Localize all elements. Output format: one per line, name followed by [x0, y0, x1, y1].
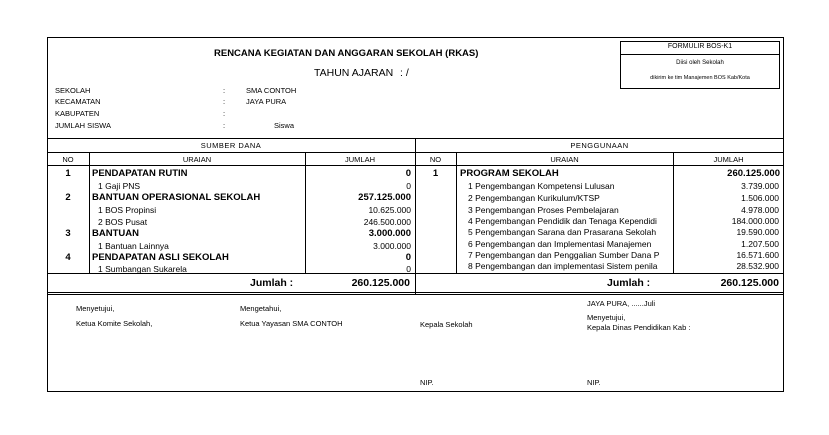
table-row-no: 2 [65, 192, 71, 203]
sumber-dana-heading: SUMBER DANA [200, 141, 262, 150]
table-row-jumlah: 10.625.000 [368, 205, 411, 215]
penggunaan-no-divider [456, 152, 457, 273]
table-row-jumlah: 184.000.000 [731, 216, 779, 226]
document-title: RENCANA KEGIATAN DAN ANGGARAN SEKOLAH (RKAS) [214, 48, 479, 59]
sumber-no-divider [89, 152, 90, 273]
sumber-total-value: 260.125.000 [351, 277, 410, 289]
info-colon: : [223, 109, 226, 118]
table-row-uraian: 1 Pengembangan Kompetensi Lulusan [468, 181, 615, 191]
nip-kepala-dinas: NIP. [587, 378, 601, 387]
table-row-jumlah: 257.125.000 [358, 192, 411, 203]
table-row-jumlah: 16.571.600 [736, 250, 779, 260]
formulir-divider [620, 54, 780, 55]
formulir-note-1: Diisi oleh Sekolah [676, 60, 724, 66]
table-row-jumlah: 0 [406, 181, 411, 191]
table-row-uraian: PENDAPATAN RUTIN [92, 168, 188, 179]
table-row-uraian: 2 BOS Pusat [98, 217, 148, 227]
table-row-uraian: 5 Pengembangan Sarana dan Prasarana Sekolah [468, 227, 657, 237]
place-date: JAYA PURA, ......Juli [587, 299, 656, 308]
table-row-uraian: 3 Pengembangan Proses Pembelajaran [468, 205, 619, 215]
table-row-uraian: 2 Pengembangan Kurikulum/KTSP [468, 193, 600, 203]
table-row-uraian: 4 Pengembangan Pendidik dan Tenaga Kependidi [468, 216, 657, 226]
table-row-jumlah: 1.506.000 [741, 193, 779, 203]
ketua-komite-title: Ketua Komite Sekolah, [76, 319, 153, 328]
table-row-jumlah: 19.590.000 [736, 227, 779, 237]
tahun-ajaran-value: : / [400, 67, 409, 79]
ketua-yayasan-title: Ketua Yayasan SMA CONTOH [240, 319, 343, 328]
table-row-uraian: 1 Sumbangan Sukarela [98, 264, 187, 274]
table-row-jumlah: 0 [405, 252, 411, 263]
table-row-jumlah: 1.207.500 [741, 239, 779, 249]
table-row-uraian: PROGRAM SEKOLAH [460, 168, 559, 179]
kepala-dinas-title: Kepala Dinas Pendidikan Kab : [587, 323, 691, 332]
table-row-uraian: 1 BOS Propinsi [98, 205, 157, 215]
sumber-col-no: NO [62, 155, 74, 164]
info-value-jumlah-siswa: Siswa [274, 121, 295, 130]
table-row-jumlah: 3.739.000 [741, 181, 779, 191]
table-row-uraian: 1 Gaji PNS [98, 181, 141, 191]
table-row-uraian: BANTUAN OPERASIONAL SEKOLAH [92, 192, 261, 203]
mengetahui-label: Mengetahui, [240, 304, 282, 313]
table-row-no: 4 [65, 252, 71, 263]
penggunaan-col-uraian: URAIAN [550, 155, 579, 164]
penggunaan-col-no: NO [429, 155, 442, 164]
info-label-kecamatan: KECAMATAN [55, 97, 101, 106]
formulir-note-2: dikirim ke tim Manajemen BOS Kab/Kota [650, 75, 750, 81]
kepala-sekolah-title: Kepala Sekolah [420, 320, 473, 329]
menyetujui-komite: Menyetujui, [76, 304, 115, 313]
table-row-uraian: 8 Pengembangan dan implementasi Sistem penila [468, 261, 658, 271]
info-value-sekolah: SMA CONTOH [246, 86, 297, 95]
table-row-uraian: BANTUAN [92, 228, 139, 239]
nip-kepala-sekolah: NIP. [420, 378, 434, 387]
table-row-no: 1 [65, 168, 71, 179]
info-label-kabupaten: KABUPATEN [55, 109, 100, 118]
menyetujui-dinas: Menyetujui, [587, 313, 626, 322]
sumber-total-label: Jumlah : [250, 277, 294, 289]
table-row-no: 1 [432, 168, 439, 179]
penggunaan-heading: PENGGUNAAN [570, 141, 629, 150]
info-colon: : [223, 97, 226, 106]
table-row-jumlah: 28.532.900 [736, 261, 779, 271]
table-row-jumlah: 260.125.000 [727, 168, 780, 179]
total-row-double-border [47, 294, 784, 295]
sumber-col-uraian: URAIAN [182, 155, 212, 164]
table-row-jumlah: 4.978.000 [741, 205, 779, 215]
info-colon: : [223, 86, 226, 95]
table-row-jumlah: 0 [405, 168, 411, 179]
info-label-jumlah-siswa: JUMLAH SISWA [55, 121, 111, 130]
sumber-col-jumlah: JUMLAH [344, 155, 375, 164]
table-row-jumlah: 0 [406, 264, 411, 274]
table-row-uraian: PENDAPATAN ASLI SEKOLAH [92, 252, 229, 263]
penggunaan-total-value: 260.125.000 [720, 277, 779, 289]
table-row-uraian: 6 Pengembangan dan Implementasi Manajemen [468, 239, 652, 249]
penggunaan-col-jumlah: JUMLAH [713, 155, 744, 164]
table-row-uraian: 1 Bantuan Lainnya [98, 241, 169, 251]
info-label-sekolah: SEKOLAH [55, 86, 91, 95]
tahun-ajaran-label: TAHUN AJARAN [314, 67, 394, 79]
table-row-no: 3 [65, 228, 71, 239]
formulir-code: FORMULIR BOS-K1 [667, 43, 733, 50]
table-row-jumlah: 246.500.000 [363, 217, 411, 227]
table-row-jumlah: 3.000.000 [373, 241, 411, 251]
penggunaan-total-label: Jumlah : [607, 277, 651, 289]
table-row-uraian: 7 Pengembangan dan Penggalian Sumber Dana P [468, 250, 660, 260]
info-colon: : [223, 121, 226, 130]
info-value-kecamatan: JAYA PURA [246, 97, 287, 106]
table-row-jumlah: 3.000.000 [368, 228, 411, 239]
